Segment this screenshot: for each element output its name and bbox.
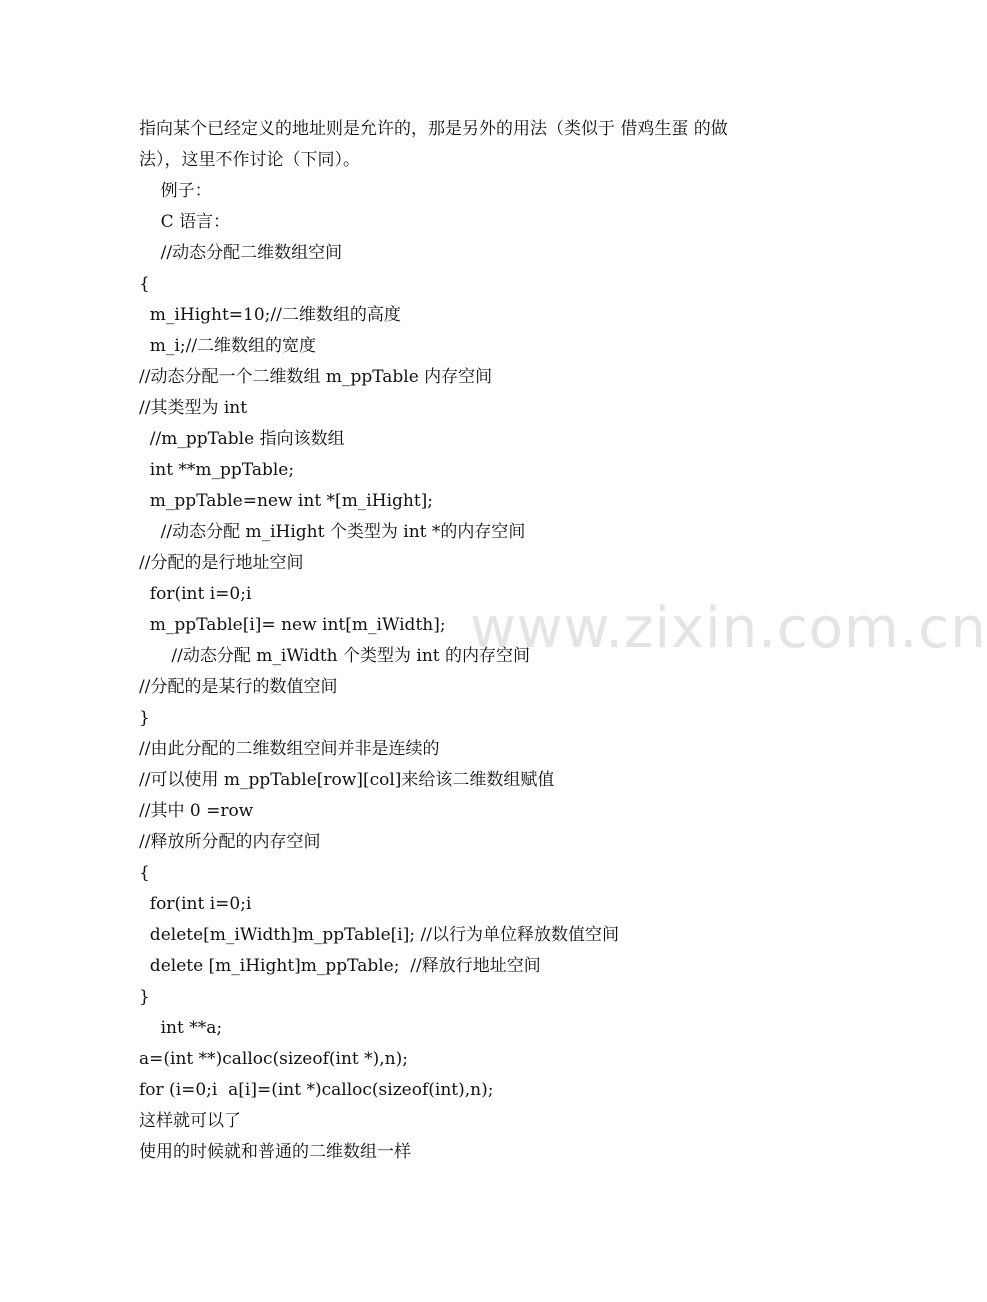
text-line-21: //由此分配的二维数组空间并非是连续的	[139, 739, 440, 759]
text-line-4: C 语言：	[139, 212, 231, 232]
text-line-2: 法），这里不作讨论（下同）。	[139, 150, 360, 170]
text-line-1: 指向某个已经定义的地址则是允许的，那是另外的用法（类似于 借鸡生蛋 的做	[139, 119, 728, 139]
text-line-13: m_ppTable=new int *[m_iHight];	[139, 491, 434, 511]
text-line-24: //释放所分配的内存空间	[139, 832, 321, 852]
text-line-10: //其类型为 int	[139, 398, 248, 418]
text-line-15: //分配的是行地址空间	[139, 553, 304, 573]
text-line-34: 使用的时候就和普通的二维数组一样	[139, 1142, 411, 1162]
text-line-23: //其中 0 =row	[139, 801, 254, 821]
text-line-16: for(int i=0;i	[139, 584, 252, 604]
watermark: www.zixin.com.cn	[470, 596, 987, 661]
text-line-26: for(int i=0;i	[139, 894, 252, 914]
text-line-8: m_i;//二维数组的宽度	[139, 336, 317, 356]
text-line-32: for (i=0;i a[i]=(int *)calloc(sizeof(int),n);	[139, 1080, 494, 1100]
text-line-11: //m_ppTable 指向该数组	[139, 429, 345, 449]
text-line-14: //动态分配 m_iHight 个类型为 int *的内存空间	[139, 522, 526, 542]
text-line-3: 例子：	[139, 181, 212, 201]
text-line-12: int **m_ppTable;	[139, 460, 295, 480]
text-line-9: //动态分配一个二维数组 m_ppTable 内存空间	[139, 367, 493, 387]
text-line-19: //分配的是某行的数值空间	[139, 677, 338, 697]
text-line-6: {	[139, 274, 150, 294]
text-line-30: int **a;	[139, 1018, 223, 1038]
text-line-25: {	[139, 863, 150, 883]
text-line-7: m_iHight=10;//二维数组的高度	[139, 305, 401, 325]
text-line-33: 这样就可以了	[139, 1111, 241, 1131]
text-line-22: //可以使用 m_ppTable[row][col]来给该二维数组赋值	[139, 770, 555, 790]
text-line-27: delete[m_iWidth]m_ppTable[i]; //以行为单位释放数值空间	[139, 925, 619, 945]
text-line-28: delete [m_iHight]m_ppTable; //释放行地址空间	[139, 956, 541, 976]
text-line-5: //动态分配二维数组空间	[139, 243, 343, 263]
text-line-17: m_ppTable[i]= new int[m_iWidth];	[139, 615, 446, 635]
text-line-31: a=(int **)calloc(sizeof(int *),n);	[139, 1049, 408, 1069]
text-line-29: }	[139, 987, 150, 1007]
text-line-20: }	[139, 708, 150, 728]
text-line-18: //动态分配 m_iWidth 个类型为 int 的内存空间	[139, 646, 531, 666]
